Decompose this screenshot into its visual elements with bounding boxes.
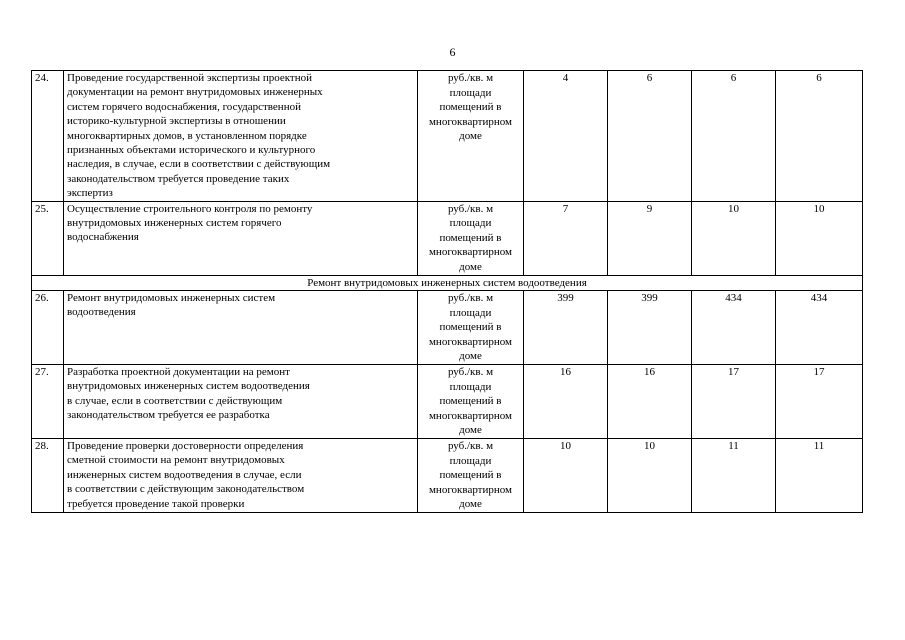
row-description [64, 365, 418, 439]
description-line: Осуществление строительного контроля по ремонту [67, 202, 313, 215]
row-unit [418, 71, 524, 202]
description-line: историко-культурной экспертизы в отношении [67, 115, 286, 128]
description-line: законодательством требуется проведение таких [67, 172, 290, 185]
description-line: систем горячего водоснабжения, государственной [67, 100, 301, 113]
unit-line: многоквартирном [428, 246, 513, 259]
row-value-2: 6 [608, 71, 692, 202]
description-line: инженерных систем водоотведения в случае, если [67, 468, 302, 481]
description-line: требуется проведение такой проверки [67, 497, 245, 510]
unit-line: доме [459, 498, 482, 511]
row-unit [418, 201, 524, 275]
description-line: Ремонт внутридомовых инженерных систем [67, 292, 276, 305]
row-value-3: 17 [692, 365, 776, 439]
row-value-2: 9 [608, 201, 692, 275]
row-description [64, 291, 418, 365]
description-line: Проведение проверки достоверности определения [67, 439, 304, 452]
row-number: 26. [32, 291, 64, 365]
row-description [64, 71, 418, 202]
unit-line: многоквартирном [428, 335, 513, 348]
table-row [32, 365, 863, 439]
table-row [32, 291, 863, 365]
row-value-2: 16 [608, 365, 692, 439]
row-unit [418, 291, 524, 365]
unit-line: доме [459, 350, 482, 363]
description-line: в соответствии с действующим законодательством [67, 483, 305, 496]
section-row [32, 275, 863, 290]
row-value-4: 10 [776, 201, 863, 275]
row-value-4: 17 [776, 365, 863, 439]
description-line: законодательством требуется ее разработка [67, 409, 270, 422]
row-number: 25. [32, 201, 64, 275]
description-line: многоквартирных домов, в установленном порядке [67, 129, 307, 142]
table-row [32, 71, 863, 202]
unit-line: доме [459, 130, 482, 143]
row-value-2: 10 [608, 438, 692, 512]
table-body-after-section [32, 291, 863, 513]
unit-line: многоквартирном [428, 115, 513, 128]
unit-line: руб./кв. м [447, 202, 494, 215]
row-number: 27. [32, 365, 64, 439]
unit-line: руб./кв. м [447, 292, 494, 305]
unit-line: руб./кв. м [447, 72, 494, 84]
unit-line: многоквартирном [428, 483, 513, 496]
description-line: Разработка проектной документации на ремонт [67, 366, 290, 378]
unit-line: помещений в [439, 321, 502, 334]
unit-line: помещений в [439, 101, 502, 114]
row-description [64, 201, 418, 275]
row-unit [418, 438, 524, 512]
unit-line: многоквартирном [428, 409, 513, 422]
description-line: экспертиз [67, 187, 113, 200]
unit-line: площади [449, 306, 492, 319]
page-number: 6 [449, 45, 456, 59]
unit-line: доме [459, 424, 482, 437]
unit-line: помещений в [439, 231, 502, 244]
description-line: в случае, если в соответствии с действующим [67, 394, 283, 407]
section-title: Ремонт внутридомовых инженерных систем водоотведения [32, 275, 863, 290]
table-row [32, 201, 863, 275]
row-value-1: 10 [524, 438, 608, 512]
row-value-1: 4 [524, 71, 608, 202]
unit-line: помещений в [439, 469, 502, 482]
description-line: сметной стоимости на ремонт внутридомовых [67, 454, 285, 467]
unit-line: площади [449, 380, 492, 393]
unit-line: помещений в [439, 395, 502, 408]
row-number: 28. [32, 438, 64, 512]
description-line: водоснабжения [67, 231, 139, 244]
unit-line: доме [459, 261, 482, 274]
row-value-3: 11 [692, 438, 776, 512]
table-row [32, 438, 863, 512]
unit-line: площади [449, 217, 492, 230]
unit-line: руб./кв. м [447, 366, 494, 378]
row-value-3: 6 [692, 71, 776, 202]
description-line: водоотведения [67, 306, 136, 319]
tariff-table [31, 70, 863, 513]
description-line: внутридомовых инженерных систем водоотведения [67, 380, 310, 393]
row-value-4: 434 [776, 291, 863, 365]
row-value-4: 6 [776, 71, 863, 202]
row-value-3: 434 [692, 291, 776, 365]
row-description [64, 438, 418, 512]
unit-line: руб./кв. м [447, 439, 494, 452]
table-body-before-section [32, 71, 863, 276]
description-line: наследия, в случае, если в соответствии с действующим [67, 158, 331, 171]
row-value-4: 11 [776, 438, 863, 512]
row-value-1: 16 [524, 365, 608, 439]
description-line: Проведение государственной экспертизы проектной [67, 72, 313, 84]
row-value-1: 7 [524, 201, 608, 275]
row-value-1: 399 [524, 291, 608, 365]
row-value-2: 399 [608, 291, 692, 365]
row-value-3: 10 [692, 201, 776, 275]
description-line: признанных объектами исторического и культурного [67, 144, 316, 157]
unit-line: площади [449, 454, 492, 467]
row-number: 24. [32, 71, 64, 202]
description-line: внутридомовых инженерных систем горячего [67, 217, 282, 230]
unit-line: площади [449, 86, 492, 99]
description-line: документации на ремонт внутридомовых инженерных [67, 86, 323, 99]
row-unit [418, 365, 524, 439]
